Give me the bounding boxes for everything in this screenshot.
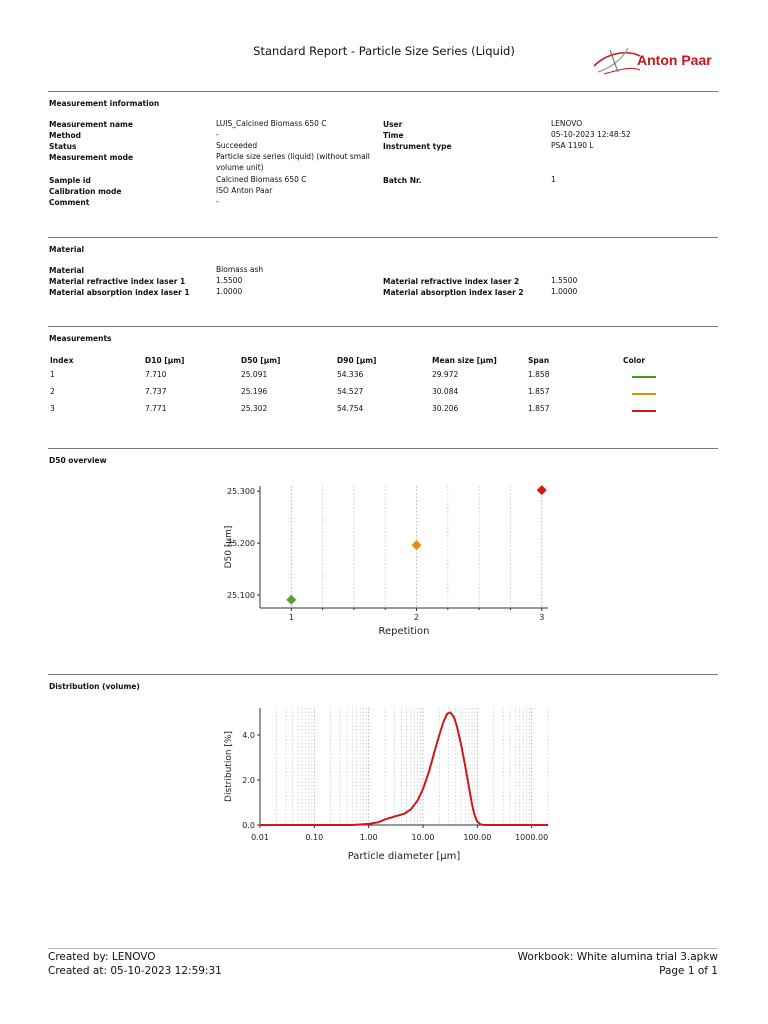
x-axis-label: Repetition — [378, 626, 430, 637]
logo-text: Anton Paar — [637, 52, 712, 68]
value-batch-nr: 1 — [551, 175, 556, 184]
y-tick-label: 25.300 — [227, 487, 255, 497]
color-swatch — [632, 410, 656, 412]
value-refractive-index-2: 1.5500 — [551, 276, 578, 285]
col-header-d90: D90 [µm] — [337, 356, 377, 365]
x-tick-label: 1.00 — [359, 833, 378, 842]
table-cell-span: 1.857 — [528, 404, 550, 413]
table-cell-mean: 29.972 — [432, 370, 459, 379]
col-header-d10: D10 [µm] — [145, 356, 185, 365]
value-measurement-name: LUIS_Calcined Biomass 650 C — [216, 119, 327, 128]
label-instrument-type: Instrument type — [383, 142, 452, 151]
y-tick-label: 25.200 — [227, 539, 255, 549]
table-cell-d50: 25.302 — [241, 404, 268, 413]
label-status: Status — [49, 142, 77, 151]
y-tick-label: 4.0 — [242, 731, 255, 740]
divider — [48, 448, 718, 449]
value-instrument-type: PSA 1190 L — [551, 141, 594, 150]
y-axis-label: Distribution [%] — [224, 731, 234, 802]
value-refractive-index-1: 1.5500 — [216, 276, 243, 285]
col-header-mean-size: Mean size [µm] — [432, 356, 497, 365]
footer-created-at: Created at: 05-10-2023 12:59:31 — [48, 965, 222, 977]
value-material: Biomass ash — [216, 265, 264, 274]
value-status: Succeeded — [216, 141, 258, 150]
footer-divider — [48, 948, 718, 949]
table-cell-index: 3 — [50, 404, 55, 413]
label-material: Material — [49, 266, 85, 275]
table-cell-mean: 30.084 — [432, 387, 459, 396]
value-method: - — [216, 130, 219, 139]
table-cell-d10: 7.710 — [145, 370, 167, 379]
divider — [48, 326, 718, 327]
table-cell-d10: 7.737 — [145, 387, 167, 396]
color-swatch — [632, 393, 656, 395]
label-batch-nr: Batch Nr. — [383, 176, 422, 185]
value-absorption-index-1: 1.0000 — [216, 287, 243, 296]
section-heading-measurement-info: Measurement information — [49, 99, 160, 108]
footer-page-number: Page 1 of 1 — [659, 965, 718, 977]
x-tick-label: 1 — [288, 613, 294, 622]
x-tick-label: 2 — [413, 613, 420, 622]
data-point — [537, 485, 547, 495]
table-cell-span: 1.858 — [528, 370, 550, 379]
x-tick-label: 100.00 — [463, 833, 492, 842]
table-cell-d90: 54.336 — [337, 370, 364, 379]
label-absorption-index-1: Material absorption index laser 1 — [49, 288, 190, 297]
label-refractive-index-1: Material refractive index laser 1 — [49, 277, 186, 286]
label-method: Method — [49, 131, 81, 140]
x-axis-label: Particle diameter [µm] — [347, 851, 461, 862]
value-time: 05-10-2023 12:48:52 — [551, 130, 631, 139]
table-cell-d10: 7.771 — [145, 404, 167, 413]
section-heading-material: Material — [49, 245, 85, 254]
color-swatch — [632, 376, 656, 378]
table-cell-span: 1.857 — [528, 387, 550, 396]
table-cell-index: 1 — [50, 370, 55, 379]
table-cell-d90: 54.754 — [337, 404, 364, 413]
section-heading-d50-overview: D50 overview — [49, 456, 107, 465]
label-measurement-mode: Measurement mode — [49, 153, 134, 162]
y-tick-label: 25.100 — [227, 591, 255, 601]
distribution-chart — [210, 700, 560, 870]
table-cell-d50: 25.196 — [241, 387, 268, 396]
section-heading-measurements: Measurements — [49, 334, 112, 343]
data-point — [286, 595, 296, 605]
table-cell-index: 2 — [50, 387, 55, 396]
x-tick-label: 0.01 — [251, 833, 269, 842]
x-tick-label: 10.00 — [411, 833, 435, 842]
label-refractive-index-2: Material refractive index laser 2 — [383, 277, 520, 286]
data-point — [412, 540, 422, 550]
table-cell-mean: 30.206 — [432, 404, 459, 413]
value-comment: - — [216, 197, 219, 206]
divider — [48, 91, 718, 92]
y-tick-label: 2.0 — [242, 776, 255, 785]
x-tick-label: 0.10 — [305, 833, 324, 842]
divider — [48, 674, 718, 675]
report-title: Standard Report - Particle Size Series (Liquid) — [253, 44, 515, 58]
col-header-color: Color — [623, 356, 646, 365]
label-measurement-name: Measurement name — [49, 120, 133, 129]
value-calibration-mode: ISO Anton Paar — [216, 186, 273, 195]
footer-workbook: Workbook: White alumina trial 3.apkw — [517, 951, 718, 963]
value-user: LENOVO — [551, 119, 583, 128]
col-header-span: Span — [528, 356, 550, 365]
y-tick-label: 0.0 — [242, 821, 255, 830]
label-absorption-index-2: Material absorption index laser 2 — [383, 288, 524, 297]
table-cell-d50: 25.091 — [241, 370, 268, 379]
col-header-d50: D50 [µm] — [241, 356, 281, 365]
divider — [48, 237, 718, 238]
label-time: Time — [383, 131, 404, 140]
value-absorption-index-2: 1.0000 — [551, 287, 578, 296]
x-tick-label: 3 — [539, 613, 545, 622]
value-sample-id: Calcined Biomass 650 C — [216, 175, 307, 184]
label-sample-id: Sample id — [49, 176, 91, 185]
value-measurement-mode: Particle size series (liquid) (without small volume unit) — [216, 152, 370, 172]
d50-overview-chart — [210, 478, 560, 638]
table-cell-d90: 54.527 — [337, 387, 364, 396]
label-calibration-mode: Calibration mode — [49, 187, 122, 196]
label-comment: Comment — [49, 198, 90, 207]
label-user: User — [383, 120, 403, 129]
x-tick-label: 1000.00 — [515, 833, 549, 842]
col-header-index: Index — [50, 356, 74, 365]
section-heading-distribution: Distribution (volume) — [49, 682, 140, 691]
footer-created-by: Created by: LENOVO — [48, 951, 156, 963]
series-line — [260, 713, 548, 826]
y-axis-label: D50 [µm] — [224, 525, 234, 569]
